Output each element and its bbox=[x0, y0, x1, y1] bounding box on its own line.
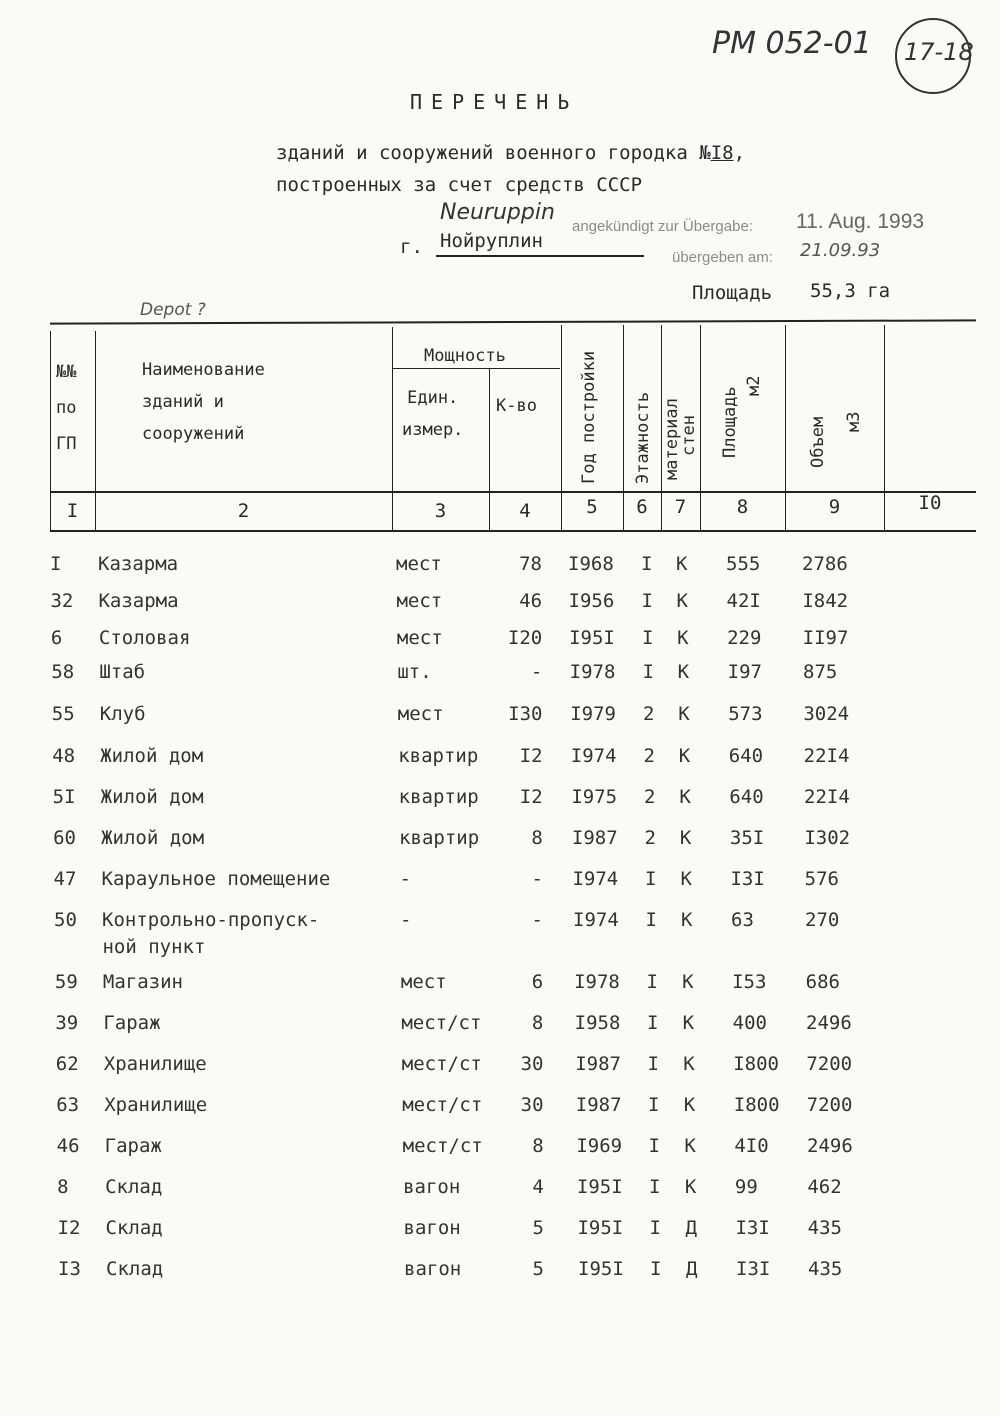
cell-year: I979 bbox=[570, 703, 616, 725]
year-header: Год постройки bbox=[579, 350, 599, 484]
cell-volume: 576 bbox=[804, 868, 839, 890]
cell-name: Гараж bbox=[104, 1135, 162, 1157]
col2-l2: зданий и bbox=[142, 392, 224, 412]
table-number-rule bbox=[50, 491, 976, 493]
cell-number: I3 bbox=[58, 1258, 81, 1280]
cell-volume: 7200 bbox=[806, 1053, 853, 1075]
cell-year: I95I bbox=[576, 1176, 623, 1198]
cell-name: Штаб bbox=[99, 661, 146, 683]
cell-name: Жилой дом bbox=[100, 745, 204, 767]
cell-material: К bbox=[676, 553, 688, 575]
cell-volume: 875 bbox=[803, 661, 838, 683]
cell-area: I3I bbox=[736, 1258, 771, 1280]
cell-year: I95I bbox=[569, 627, 615, 649]
cell-material: К bbox=[680, 868, 692, 890]
cell-unit: - bbox=[400, 909, 412, 931]
material-header bbox=[664, 398, 698, 480]
cell-name: Караульное помещение bbox=[101, 868, 331, 890]
unit-l2: измер. bbox=[402, 420, 464, 440]
cell-qty: - bbox=[530, 661, 543, 683]
cell-qty: I2 bbox=[519, 786, 543, 808]
col-number-10: I0 bbox=[918, 492, 942, 514]
volume-l1: Объем bbox=[808, 416, 828, 468]
cell-volume: 2496 bbox=[807, 1135, 853, 1157]
table-top-rule bbox=[50, 319, 976, 324]
qty-header: К-во bbox=[496, 396, 537, 416]
cell-unit: мест/ст bbox=[402, 1135, 483, 1157]
cell-floors: I bbox=[642, 627, 654, 649]
cell-floors: I bbox=[648, 1094, 660, 1116]
cell-unit: мест bbox=[397, 703, 444, 725]
cell-material: К bbox=[684, 1135, 696, 1157]
cell-number: I bbox=[50, 553, 62, 575]
cell-volume: 270 bbox=[805, 909, 840, 931]
cell-qty: 8 bbox=[531, 827, 543, 849]
cell-unit: мест/ст bbox=[401, 1053, 482, 1075]
cell-name: Контрольно-пропуск- bbox=[102, 909, 320, 931]
cell-unit: квартир bbox=[398, 745, 479, 767]
cell-unit: - bbox=[399, 868, 411, 890]
cell-area: I800 bbox=[733, 1094, 780, 1116]
cell-unit: мест bbox=[396, 553, 442, 575]
col-number-5: 5 bbox=[586, 496, 598, 518]
cell-area: 42I bbox=[726, 590, 761, 612]
announced-label: angekündigt zur Übergabe: bbox=[572, 218, 753, 235]
cell-name: Магазин bbox=[102, 971, 183, 993]
cell-number: 50 bbox=[54, 909, 77, 931]
cell-year: I987 bbox=[571, 827, 618, 849]
city-name: Нойруплин bbox=[440, 230, 543, 252]
col1-l2: по bbox=[56, 398, 77, 418]
area-label: Площадь bbox=[692, 282, 773, 304]
city-underline bbox=[436, 255, 644, 257]
cell-area: 640 bbox=[729, 786, 764, 808]
cell-unit: квартир bbox=[398, 786, 479, 808]
area-header bbox=[718, 376, 766, 458]
material-l1: материал bbox=[662, 398, 682, 480]
col-number-8: 8 bbox=[736, 496, 749, 518]
cell-qty: 78 bbox=[519, 553, 542, 575]
cell-qty: 8 bbox=[532, 1135, 544, 1157]
cell-qty: - bbox=[531, 868, 543, 890]
col-number-9: 9 bbox=[828, 496, 841, 518]
table-bottom-rule bbox=[50, 530, 976, 532]
city-handwritten: Neuruppin bbox=[440, 200, 555, 225]
cell-material: Д bbox=[685, 1217, 697, 1239]
col1-l1: №№ bbox=[56, 362, 77, 382]
cell-number: 5I bbox=[52, 786, 76, 808]
cell-material: К bbox=[679, 827, 692, 849]
cell-area: 229 bbox=[727, 627, 762, 649]
cell-name: Клуб bbox=[99, 703, 146, 725]
town-number: I8 bbox=[710, 142, 734, 164]
floors-header: Этажность bbox=[633, 391, 653, 484]
cell-area: 555 bbox=[726, 553, 761, 575]
cell-qty: 8 bbox=[531, 1012, 544, 1034]
cell-floors: I bbox=[649, 1217, 661, 1239]
cell-year: I987 bbox=[575, 1053, 621, 1075]
cell-number: 48 bbox=[52, 745, 76, 767]
cell-floors: 2 bbox=[643, 703, 655, 725]
depot-note: Depot ? bbox=[140, 300, 206, 320]
cell-floors: I bbox=[645, 868, 657, 890]
title-line-1 bbox=[276, 142, 745, 164]
cell-floors: I bbox=[642, 661, 654, 683]
cell-name: ной пункт bbox=[102, 936, 206, 958]
cell-floors: I bbox=[641, 590, 653, 612]
city-prefix: г. bbox=[400, 236, 423, 258]
cell-area: 99 bbox=[734, 1176, 758, 1198]
title-line-2: построенных за счет средств СССР bbox=[276, 174, 643, 196]
cell-floors: I bbox=[648, 1135, 660, 1157]
col2-l1: Наименование bbox=[142, 360, 265, 380]
cell-name: Казарма bbox=[98, 590, 179, 612]
cell-number: 39 bbox=[55, 1012, 79, 1034]
cell-qty: 5 bbox=[532, 1217, 544, 1239]
cell-volume: 3024 bbox=[803, 703, 850, 725]
document-title: ПЕРЕЧЕНЬ bbox=[410, 90, 579, 114]
cell-material: К bbox=[677, 627, 689, 649]
unit-header bbox=[402, 382, 463, 446]
cell-year: I969 bbox=[576, 1135, 623, 1157]
cell-name: Казарма bbox=[98, 553, 179, 575]
cell-area: I3I bbox=[735, 1217, 770, 1239]
cell-volume: 462 bbox=[807, 1176, 842, 1198]
cell-year: I968 bbox=[568, 553, 614, 575]
handed-date: 21.09.93 bbox=[800, 240, 881, 261]
cell-name: Гараж bbox=[103, 1012, 161, 1034]
material-l2: стен bbox=[679, 415, 699, 456]
capacity-header: Мощность bbox=[424, 346, 506, 366]
cell-year: I974 bbox=[570, 745, 617, 767]
cell-area: I97 bbox=[727, 661, 762, 683]
col1-header bbox=[56, 354, 76, 462]
cell-qty: I20 bbox=[507, 627, 543, 649]
cell-unit: мест/ст bbox=[402, 1094, 483, 1116]
cell-volume: 2496 bbox=[806, 1012, 852, 1034]
col2-l3: сооружений bbox=[142, 424, 245, 444]
cell-unit: мест/ст bbox=[401, 1012, 482, 1034]
cell-year: I975 bbox=[571, 786, 618, 808]
cell-floors: I bbox=[641, 553, 653, 575]
announced-date: 11. Aug. 1993 bbox=[796, 210, 925, 233]
cell-floors: 2 bbox=[644, 786, 656, 808]
cell-year: I987 bbox=[575, 1094, 622, 1116]
area-value: 55,3 га bbox=[810, 280, 891, 302]
cell-floors: I bbox=[647, 1053, 659, 1075]
cell-unit: шт. bbox=[397, 661, 432, 683]
cell-unit: вагон bbox=[403, 1217, 461, 1239]
cell-name: Столовая bbox=[98, 627, 191, 649]
cell-name: Хранилище bbox=[103, 1053, 207, 1075]
handed-label: übergeben am: bbox=[672, 249, 773, 266]
cell-number: 47 bbox=[53, 868, 77, 890]
cell-year: I978 bbox=[574, 971, 620, 993]
cell-material: К bbox=[683, 1053, 695, 1075]
cell-number: 32 bbox=[50, 590, 74, 612]
cell-area: 63 bbox=[731, 909, 754, 931]
volume-l2: м3 bbox=[844, 411, 864, 432]
cell-qty: 4 bbox=[532, 1176, 544, 1198]
title-line-1-suffix: , bbox=[733, 142, 746, 164]
cell-number: 55 bbox=[51, 703, 75, 725]
cell-qty: 6 bbox=[531, 971, 544, 993]
cell-name: Склад bbox=[105, 1176, 163, 1198]
cell-area: 400 bbox=[732, 1012, 767, 1034]
col1-l3: ГП bbox=[56, 434, 77, 454]
cell-number: 46 bbox=[56, 1135, 80, 1157]
cell-number: 58 bbox=[51, 661, 75, 683]
cell-floors: I bbox=[647, 1012, 659, 1034]
cell-number: 60 bbox=[53, 827, 76, 849]
area-l2: м2 bbox=[744, 375, 764, 396]
cell-year: I95I bbox=[578, 1258, 624, 1280]
cell-volume: II97 bbox=[802, 627, 849, 649]
cell-qty: 5 bbox=[532, 1258, 544, 1280]
cell-area: 35I bbox=[729, 827, 765, 849]
cell-year: I978 bbox=[569, 661, 616, 683]
page-ref: 17-18 bbox=[904, 38, 974, 66]
volume-header bbox=[800, 412, 872, 468]
cell-number: 6 bbox=[50, 627, 63, 649]
cell-material: К bbox=[681, 909, 693, 931]
cell-number: 59 bbox=[54, 971, 78, 993]
cell-unit: вагон bbox=[403, 1176, 461, 1198]
col-number-2: 2 bbox=[237, 500, 250, 522]
cell-name: Жилой дом bbox=[100, 786, 204, 808]
cell-area: I800 bbox=[733, 1053, 779, 1075]
cell-name: Склад bbox=[106, 1258, 164, 1280]
archive-code: PM 052-01 bbox=[712, 26, 872, 61]
title-line-1-prefix: зданий и сооружений военного городка № bbox=[276, 142, 711, 164]
cell-floors: I bbox=[646, 971, 658, 993]
cell-floors: I bbox=[645, 909, 657, 931]
cell-area: I3I bbox=[730, 868, 765, 890]
col-number-6: 6 bbox=[636, 496, 648, 518]
col-number-3: 3 bbox=[434, 500, 447, 522]
cell-volume: 686 bbox=[805, 971, 840, 993]
cell-volume: 2786 bbox=[802, 553, 848, 575]
cell-qty: 30 bbox=[520, 1053, 544, 1075]
cell-number: 8 bbox=[57, 1176, 69, 1198]
cell-material: К bbox=[676, 590, 688, 612]
cell-volume: I302 bbox=[804, 827, 851, 849]
cell-material: К bbox=[684, 1176, 697, 1198]
cell-unit: квартир bbox=[399, 827, 480, 849]
cell-volume: 435 bbox=[808, 1258, 843, 1280]
cell-qty: 30 bbox=[520, 1094, 544, 1116]
cell-material: К bbox=[677, 661, 690, 683]
cell-material: К bbox=[683, 1094, 696, 1116]
cell-area: 640 bbox=[728, 745, 764, 767]
unit-l1: Един. bbox=[407, 388, 459, 408]
cell-unit: мест bbox=[400, 971, 447, 993]
cell-material: К bbox=[679, 786, 691, 808]
cell-area: I53 bbox=[732, 971, 767, 993]
cell-volume: 22I4 bbox=[804, 786, 850, 808]
area-l1: Площадь bbox=[720, 386, 740, 458]
cell-qty: I2 bbox=[519, 745, 543, 767]
cell-unit: мест bbox=[396, 627, 443, 649]
cell-volume: 22I4 bbox=[803, 745, 850, 767]
cell-area: 573 bbox=[728, 703, 763, 725]
cell-name: Жилой дом bbox=[101, 827, 205, 849]
cell-volume: I842 bbox=[802, 590, 849, 612]
cell-material: К bbox=[678, 703, 690, 725]
cell-qty: - bbox=[531, 909, 543, 931]
cell-floors: 2 bbox=[644, 827, 656, 849]
cell-volume: 435 bbox=[807, 1217, 842, 1239]
cell-year: I956 bbox=[568, 590, 615, 612]
col-number-4: 4 bbox=[519, 500, 531, 522]
cell-material: К bbox=[682, 1012, 695, 1034]
cell-year: I95I bbox=[577, 1217, 624, 1239]
cell-floors: 2 bbox=[643, 745, 655, 767]
cell-floors: I bbox=[649, 1176, 661, 1198]
col2-header bbox=[142, 354, 265, 450]
cell-year: I958 bbox=[574, 1012, 621, 1034]
cell-number: 62 bbox=[55, 1053, 79, 1075]
cell-qty: 46 bbox=[519, 590, 543, 612]
cell-name: Хранилище bbox=[104, 1094, 208, 1116]
cell-number: 63 bbox=[56, 1094, 80, 1116]
cell-year: I974 bbox=[573, 909, 619, 931]
cell-unit: вагон bbox=[404, 1258, 462, 1280]
cell-material: К bbox=[682, 971, 694, 993]
cell-qty: I30 bbox=[508, 703, 543, 725]
cell-area: 4I0 bbox=[734, 1135, 769, 1157]
col-number-1: I bbox=[66, 500, 79, 522]
cell-volume: 7200 bbox=[806, 1094, 853, 1116]
cell-material: К bbox=[678, 745, 691, 767]
cell-year: I974 bbox=[572, 868, 619, 890]
cell-material: Д bbox=[686, 1258, 698, 1280]
cell-name: Склад bbox=[105, 1217, 163, 1239]
col-number-7: 7 bbox=[674, 496, 687, 518]
cell-floors: I bbox=[650, 1258, 662, 1280]
cell-number: I2 bbox=[57, 1217, 81, 1239]
cell-unit: мест bbox=[396, 590, 443, 612]
